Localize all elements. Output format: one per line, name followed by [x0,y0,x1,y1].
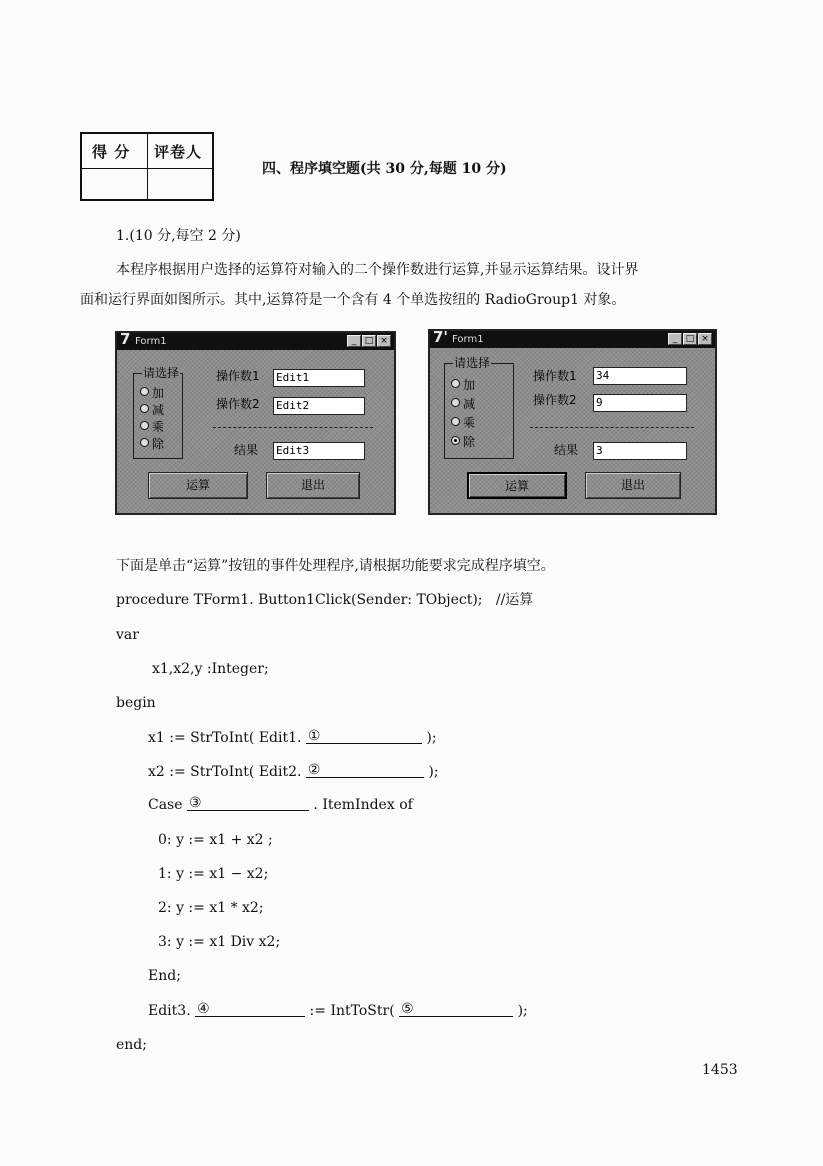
code-case-3: 3: y := x1 Div x2; [158,934,281,950]
radio-icon [140,387,149,396]
radio-add[interactable]: 加 [451,378,475,392]
answer-blank-1[interactable]: ① [306,729,422,744]
radio-group-label: 请选择 [454,356,491,370]
calc-button[interactable]: 运算 [148,472,248,499]
score-header: 得 分 [92,143,131,161]
radio-add[interactable]: 加 [140,386,164,400]
radio-sub[interactable]: 减 [451,397,475,411]
exit-button[interactable]: 退出 [266,472,360,499]
operand1-label: 操作数1 [216,369,260,383]
radio-sub[interactable]: 减 [140,403,164,417]
radio-div[interactable]: 除 [140,437,164,451]
radio-selected-icon [451,436,460,445]
radio-icon [140,404,149,413]
code-decl: x1,x2,y :Integer; [152,661,269,677]
minimize-icon[interactable]: _ [668,333,682,345]
radio-icon [451,379,460,388]
intro-line-2: 面和运行界面如图所示。其中,运算符是一个含有 4 个单选按纽的 RadioGroup1 对象。 [80,292,626,308]
answer-blank-2[interactable]: ② [306,763,424,778]
answer-blank-4[interactable]: ④ [195,1002,305,1017]
minimize-icon[interactable]: _ [347,335,361,347]
code-case-1: 1: y := x1 − x2; [158,866,269,882]
close-icon[interactable]: × [377,335,391,347]
radio-div[interactable]: 除 [451,435,475,449]
radio-icon [140,421,149,430]
radio-icon [140,438,149,447]
question-number: 1.(10 分,每空 2 分) [116,228,241,244]
form-icon: 7' [433,328,449,346]
answer-blank-5[interactable]: ⑤ [399,1002,513,1017]
edit2-field[interactable]: 9 [593,394,687,412]
radio-mul[interactable]: 乘 [451,416,475,430]
calc-button[interactable]: 运算 [467,472,567,499]
edit2-field[interactable]: Edit2 [273,397,365,415]
operand2-label: 操作数2 [533,393,577,407]
form-runtime-titlebar [430,328,715,348]
result-label: 结果 [234,443,259,457]
maximize-icon[interactable]: □ [362,335,376,347]
edit1-field[interactable]: 34 [593,367,687,385]
form-title: Form1 [452,334,484,345]
divider [213,427,373,428]
edit1-field[interactable]: Edit1 [273,369,365,387]
page-number: 1453 [702,1062,738,1078]
radio-group-label: 请选择 [143,366,180,380]
operand2-label: 操作数2 [216,397,260,411]
close-icon[interactable]: × [698,333,712,345]
code-procedure: procedure TForm1. Button1Click(Sender: TObject); //运算 [116,592,534,608]
maximize-icon[interactable]: □ [683,333,697,345]
grader-header: 评卷人 [154,143,203,161]
code-line-x1: x1 := StrToInt( Edit1. ① ); [148,728,437,746]
instruction-text: 下面是单击“运算”按钮的事件处理程序,请根据功能要求完成程序填空。 [116,558,555,574]
code-line-case: Case ③ . ItemIndex of [148,795,413,813]
code-begin: begin [116,695,156,711]
code-line-x2: x2 := StrToInt( Edit2. ② ); [148,762,439,780]
score-table [80,132,214,201]
edit3-field[interactable]: Edit3 [273,442,365,460]
edit3-field[interactable]: 3 [593,442,687,460]
radio-group [133,366,183,459]
code-line-edit3: Edit3. ④ := IntToStr( ⑤ ); [148,1001,528,1019]
answer-blank-3[interactable]: ③ [187,796,309,811]
form-title: Form1 [135,336,167,347]
radio-group [444,356,514,459]
operand1-label: 操作数1 [533,369,577,383]
form-design-window [115,331,396,515]
form-icon: 7 [120,330,131,348]
intro-line-1: 本程序根据用户选择的运算符对输入的二个操作数进行运算,并显示运算结果。设计界 [116,262,639,278]
code-end: end; [116,1037,147,1053]
radio-mul[interactable]: 乘 [140,420,164,434]
radio-icon [451,417,460,426]
code-end-case: End; [148,968,181,984]
code-case-0: 0: y := x1 + x2 ; [158,832,273,848]
result-label: 结果 [554,443,579,457]
exit-button[interactable]: 退出 [585,472,681,499]
code-case-2: 2: y := x1 * x2; [158,900,264,916]
section-title: 四、程序填空题(共 30 分,每题 10 分) [262,161,507,177]
divider [530,427,694,428]
code-var: var [116,627,139,643]
form-design-titlebar [117,330,394,350]
form-runtime-window [428,329,717,515]
radio-icon [451,398,460,407]
